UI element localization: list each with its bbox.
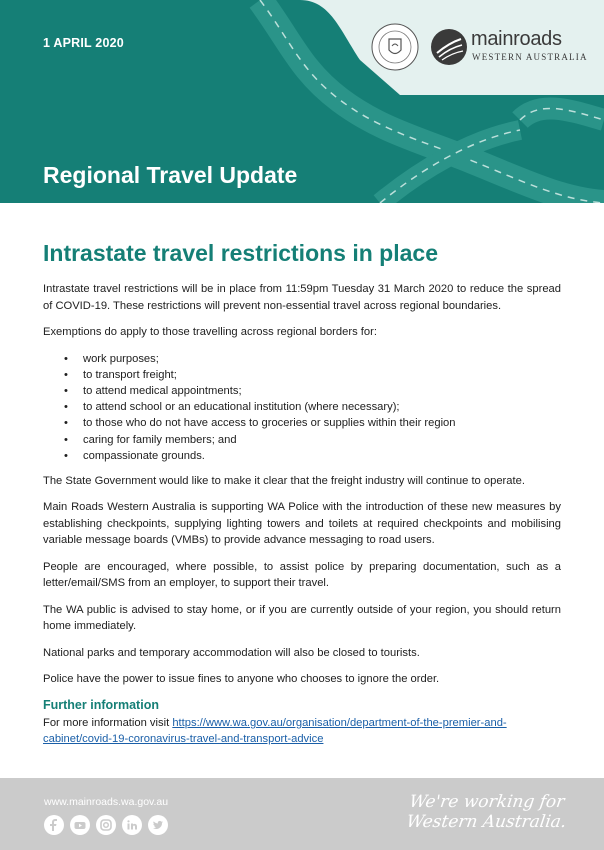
publish-date: 1 APRIL 2020 <box>43 36 124 50</box>
list-item: • to attend medical appointments; <box>83 383 561 399</box>
logo-name: mainroads <box>471 28 562 50</box>
exemptions-list <box>43 351 561 464</box>
body-paragraph: Main Roads Western Australia is supporting WA Police with the introduction of these new measures by establishing checkpoints, supplying lighting towers and toilets at required checkpoints and mobilising variable message boards (VMBs) to provide advance messaging to road users. <box>43 501 561 547</box>
further-info-paragraph <box>43 715 561 748</box>
page-title: Regional Travel Update <box>43 162 298 188</box>
mainroads-logo <box>430 26 588 70</box>
body-paragraph: The State Government would like to make it clear that the freight industry will continue to operate. <box>43 474 525 487</box>
footer <box>0 778 604 850</box>
travel-advice-link[interactable]: https://www.wa.gov.au/organisation/department-of-the-premier-and-cabinet/covid-19-coronavirus-travel-and-transport-advice <box>43 716 507 746</box>
list-item: • to attend school or an educational institution (where necessary); <box>83 399 561 415</box>
further-info-heading: Further information <box>43 697 159 712</box>
social-links <box>44 815 168 835</box>
body-paragraph: People are encouraged, where possible, to assist police by preparing documentation, such as a letter/email/SMS from an employer, to support their travel. <box>43 560 561 590</box>
wa-government-crest-icon <box>370 22 420 72</box>
article <box>43 240 561 758</box>
header-banner <box>0 0 604 203</box>
linkedin-icon[interactable] <box>122 815 142 835</box>
twitter-icon[interactable] <box>148 815 168 835</box>
intro-paragraph: Intrastate travel restrictions will be in place from 11:59pm Tuesday 31 March 2020 to reduce the spread of COVID-19. These restrictions will prevent non-essential travel across regional boundaries. <box>43 283 561 312</box>
further-info-lead: For more information visit <box>43 716 173 729</box>
mainroads-mark-icon <box>430 28 468 66</box>
facebook-icon[interactable] <box>44 815 64 835</box>
article-heading: Intrastate travel restrictions in place <box>43 240 438 266</box>
body-paragraph: National parks and temporary accommodation will also be closed to tourists. <box>43 646 420 659</box>
body-paragraph: Police have the power to issue fines to anyone who chooses to ignore the order. <box>43 673 440 686</box>
instagram-icon[interactable] <box>96 815 116 835</box>
footer-slogan: We're working for Western Australia. <box>405 792 568 832</box>
list-item: • work purposes; <box>83 351 561 367</box>
list-item: • to those who do not have access to groceries or supplies within their region <box>83 415 561 431</box>
list-item: • caring for family members; and <box>83 432 561 448</box>
footer-url[interactable]: www.mainroads.wa.gov.au <box>44 796 169 808</box>
exemptions-lead: Exemptions do apply to those travelling across regional borders for: <box>43 326 377 338</box>
list-item: • to transport freight; <box>83 367 561 383</box>
list-item: • compassionate grounds. <box>83 448 561 464</box>
body-paragraph: The WA public is advised to stay home, or if you are currently outside of your region, you should return home immediately. <box>43 603 561 633</box>
logo-subtitle: WESTERN AUSTRALIA <box>472 52 588 62</box>
youtube-icon[interactable] <box>70 815 90 835</box>
